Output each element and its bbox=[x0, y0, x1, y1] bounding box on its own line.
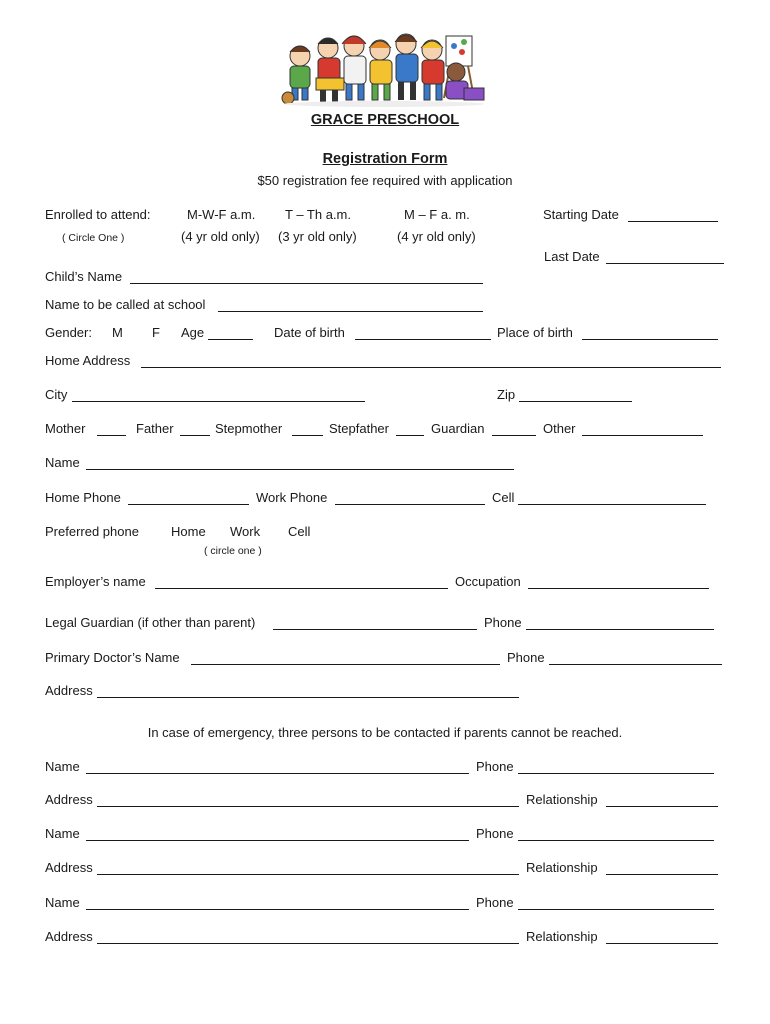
emergency-2-address-label: Address bbox=[45, 860, 93, 875]
doctor-name-field[interactable] bbox=[191, 664, 500, 665]
employer-field[interactable] bbox=[155, 588, 448, 589]
legal-guardian-label: Legal Guardian (if other than parent) bbox=[45, 615, 256, 630]
option-mf-days[interactable]: M – F a. m. bbox=[404, 207, 470, 222]
relation-mother-label: Mother bbox=[45, 421, 86, 436]
parent-name-field[interactable] bbox=[86, 469, 514, 470]
gender-m-option[interactable]: M bbox=[112, 325, 123, 340]
starting-date-label: Starting Date bbox=[543, 207, 619, 222]
child-figure-1 bbox=[282, 46, 310, 104]
work-phone-label: Work Phone bbox=[256, 490, 328, 505]
emergency-2-relationship-label: Relationship bbox=[526, 860, 598, 875]
emergency-2-name-field[interactable] bbox=[86, 840, 469, 841]
circle-one-phone-note: ( circle one ) bbox=[204, 545, 262, 557]
employer-label: Employer’s name bbox=[45, 574, 146, 589]
child-figure-2 bbox=[316, 38, 344, 102]
child-name-field[interactable] bbox=[130, 283, 483, 284]
relation-mother-field[interactable] bbox=[97, 435, 126, 436]
emergency-1-address-label: Address bbox=[45, 792, 93, 807]
doctor-address-field[interactable] bbox=[97, 697, 519, 698]
city-label: City bbox=[45, 387, 68, 402]
relation-other-field[interactable] bbox=[582, 435, 703, 436]
called-name-label: Name to be called at school bbox=[45, 297, 206, 312]
child-figure-5 bbox=[395, 34, 418, 100]
last-date-field[interactable] bbox=[606, 263, 724, 264]
circle-one-note: ( Circle One ) bbox=[62, 232, 125, 244]
gender-label: Gender: bbox=[45, 325, 92, 340]
home-address-label: Home Address bbox=[45, 353, 131, 368]
home-address-field[interactable] bbox=[141, 367, 721, 368]
emergency-1-address-field[interactable] bbox=[97, 806, 519, 807]
age-label: Age bbox=[181, 325, 205, 340]
dob-label: Date of birth bbox=[274, 325, 345, 340]
emergency-2-relationship-field[interactable] bbox=[606, 874, 718, 875]
relation-other-label: Other bbox=[543, 421, 576, 436]
option-tth-days[interactable]: T – Th a.m. bbox=[285, 207, 351, 222]
occupation-label: Occupation bbox=[455, 574, 521, 589]
zip-label: Zip bbox=[497, 387, 516, 402]
work-phone-field[interactable] bbox=[335, 504, 485, 505]
doctor-phone-field[interactable] bbox=[549, 664, 722, 665]
preferred-phone-label: Preferred phone bbox=[45, 524, 139, 539]
home-phone-field[interactable] bbox=[128, 504, 249, 505]
children-clipart bbox=[278, 26, 490, 108]
starting-date-field[interactable] bbox=[628, 221, 718, 222]
preferred-work-option[interactable]: Work bbox=[230, 524, 261, 539]
zip-field[interactable] bbox=[519, 401, 632, 402]
fee-note: $50 registration fee required with application bbox=[257, 173, 513, 188]
relation-father-field[interactable] bbox=[180, 435, 210, 436]
child-name-label: Child’s Name bbox=[45, 269, 123, 284]
age-field[interactable] bbox=[208, 339, 253, 340]
relation-guardian-field[interactable] bbox=[492, 435, 536, 436]
legal-guardian-phone-label: Phone bbox=[484, 615, 522, 630]
pob-field[interactable] bbox=[582, 339, 718, 340]
child-figure-6 bbox=[421, 40, 444, 100]
option-mf-age: (4 yr old only) bbox=[397, 229, 476, 244]
emergency-3-phone-label: Phone bbox=[476, 895, 514, 910]
parent-name-label: Name bbox=[45, 455, 80, 470]
emergency-1-phone-label: Phone bbox=[476, 759, 514, 774]
option-tth-age: (3 yr old only) bbox=[278, 229, 357, 244]
emergency-1-relationship-label: Relationship bbox=[526, 792, 598, 807]
emergency-1-name-field[interactable] bbox=[86, 773, 469, 774]
preferred-home-option[interactable]: Home bbox=[171, 524, 206, 539]
doctor-address-label: Address bbox=[45, 683, 93, 698]
emergency-2-name-label: Name bbox=[45, 826, 80, 841]
city-field[interactable] bbox=[72, 401, 365, 402]
occupation-field[interactable] bbox=[528, 588, 709, 589]
emergency-3-address-field[interactable] bbox=[97, 943, 519, 944]
emergency-1-relationship-field[interactable] bbox=[606, 806, 718, 807]
form-title: Registration Form bbox=[322, 151, 448, 167]
doctor-name-label: Primary Doctor’s Name bbox=[45, 650, 180, 665]
legal-guardian-field[interactable] bbox=[273, 629, 477, 630]
relation-stepmother-label: Stepmother bbox=[215, 421, 283, 436]
emergency-3-address-label: Address bbox=[45, 929, 93, 944]
school-name: GRACE PRESCHOOL bbox=[310, 112, 460, 128]
emergency-3-relationship-field[interactable] bbox=[606, 943, 718, 944]
pob-label: Place of birth bbox=[497, 325, 573, 340]
emergency-2-phone-field[interactable] bbox=[518, 840, 714, 841]
home-phone-label: Home Phone bbox=[45, 490, 121, 505]
child-figure-3 bbox=[342, 36, 366, 100]
legal-guardian-phone-field[interactable] bbox=[526, 629, 714, 630]
emergency-2-address-field[interactable] bbox=[97, 874, 519, 875]
child-figure-4 bbox=[369, 40, 392, 100]
emergency-3-name-label: Name bbox=[45, 895, 80, 910]
option-mwf-days[interactable]: M-W-F a.m. bbox=[187, 207, 256, 222]
cell-label: Cell bbox=[492, 490, 515, 505]
doctor-phone-label: Phone bbox=[507, 650, 545, 665]
emergency-1-name-label: Name bbox=[45, 759, 80, 774]
relation-guardian-label: Guardian bbox=[431, 421, 485, 436]
child-figure-7 bbox=[446, 63, 484, 100]
dob-field[interactable] bbox=[355, 339, 491, 340]
enrolled-label: Enrolled to attend: bbox=[45, 207, 151, 222]
relation-stepfather-label: Stepfather bbox=[329, 421, 389, 436]
emergency-intro: In case of emergency, three persons to be contacted if parents cannot be reached. bbox=[147, 725, 623, 740]
emergency-3-relationship-label: Relationship bbox=[526, 929, 598, 944]
emergency-2-phone-label: Phone bbox=[476, 826, 514, 841]
called-name-field[interactable] bbox=[218, 311, 483, 312]
relation-stepfather-field[interactable] bbox=[396, 435, 424, 436]
emergency-1-phone-field[interactable] bbox=[518, 773, 714, 774]
preferred-cell-option[interactable]: Cell bbox=[288, 524, 311, 539]
relation-father-label: Father bbox=[136, 421, 174, 436]
gender-f-option[interactable]: F bbox=[152, 325, 160, 340]
emergency-3-name-field[interactable] bbox=[86, 909, 469, 910]
option-mwf-age: (4 yr old only) bbox=[181, 229, 260, 244]
cell-field[interactable] bbox=[518, 504, 706, 505]
emergency-3-phone-field[interactable] bbox=[518, 909, 714, 910]
relation-stepmother-field[interactable] bbox=[292, 435, 323, 436]
last-date-label: Last Date bbox=[544, 249, 600, 264]
